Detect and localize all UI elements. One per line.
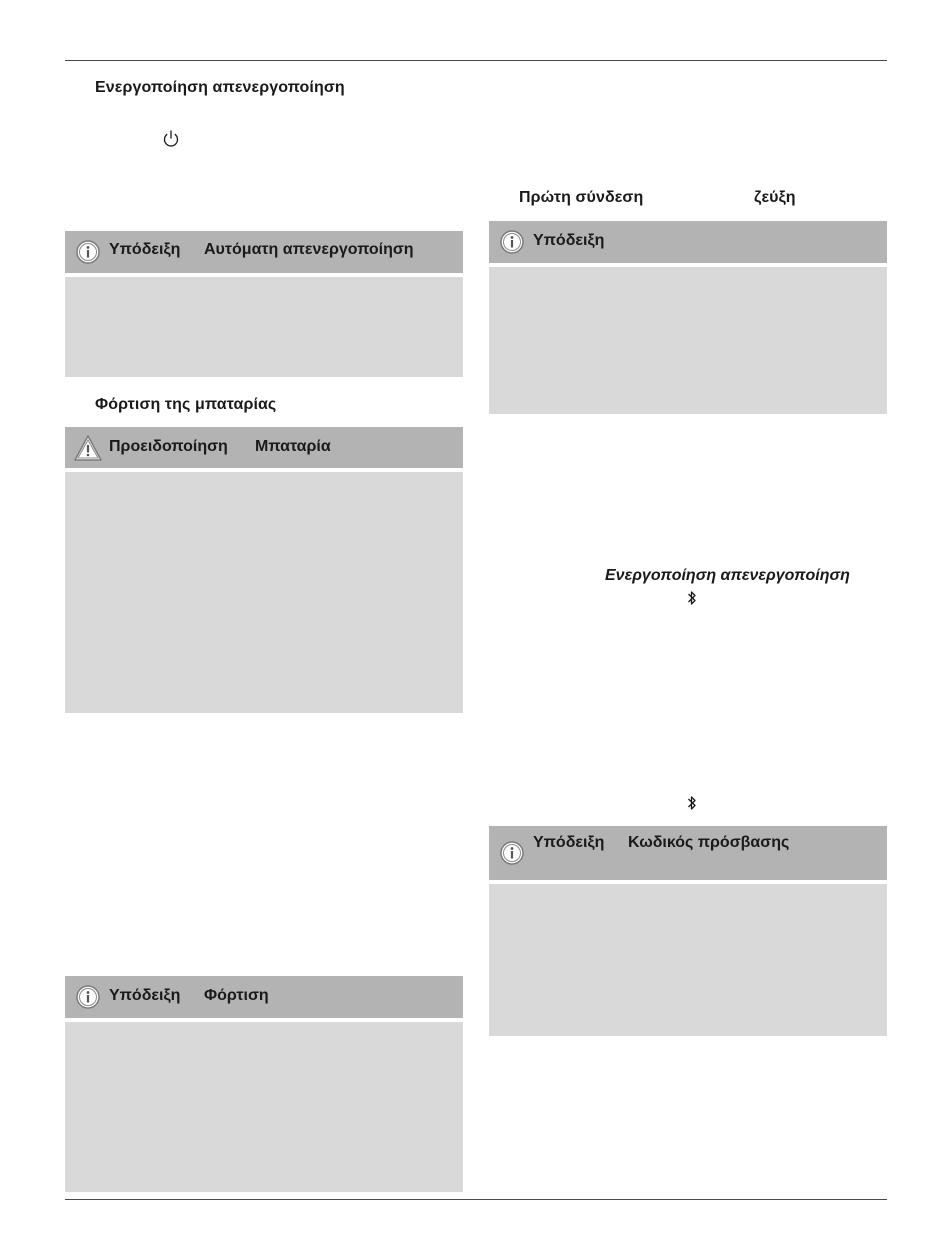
note-label: Υπόδειξη — [533, 834, 605, 851]
top-rule — [65, 60, 887, 61]
bluetooth-icon — [687, 794, 697, 812]
note-first-body — [489, 267, 887, 414]
note-subtitle: Φόρτιση — [204, 987, 269, 1004]
note-charging-body — [65, 1022, 463, 1192]
step-power-text: Ενεργοποίηση απενεργοποίηση — [605, 567, 850, 584]
bluetooth-icon — [687, 589, 697, 607]
info-icon — [500, 841, 524, 865]
section-title-battery-charging: Φόρτιση της μπαταρίας — [95, 396, 277, 413]
note-label: Υπόδειξη — [109, 241, 181, 258]
warning-subtitle: Μπαταρία — [255, 438, 331, 455]
note-auto-off-header — [65, 231, 463, 273]
note-label: Υπόδειξη — [109, 987, 181, 1004]
warning-label: Προειδοποίηση — [109, 438, 228, 455]
info-icon — [76, 240, 100, 264]
info-icon — [500, 230, 524, 254]
section-title-power: Ενεργοποίηση απενεργοποίηση — [95, 79, 345, 96]
note-pin-body — [489, 884, 887, 1036]
warning-battery-body — [65, 472, 463, 713]
note-first-header — [489, 221, 887, 263]
section-title-first-connection: Πρώτη σύνδεση — [519, 189, 644, 206]
power-icon — [162, 129, 180, 149]
note-subtitle: Αυτόματη απενεργοποίηση — [204, 241, 414, 258]
note-charging-header — [65, 976, 463, 1018]
warning-icon — [73, 434, 103, 462]
note-pin-header — [489, 826, 887, 880]
note-label: Υπόδειξη — [533, 232, 605, 249]
warning-battery-header — [65, 427, 463, 468]
section-title-pairing: ζεύξη — [754, 189, 796, 206]
note-subtitle: Κωδικός πρόσβασης — [628, 834, 790, 851]
note-auto-off-body — [65, 277, 463, 377]
info-icon — [76, 985, 100, 1009]
bottom-rule — [65, 1199, 887, 1200]
